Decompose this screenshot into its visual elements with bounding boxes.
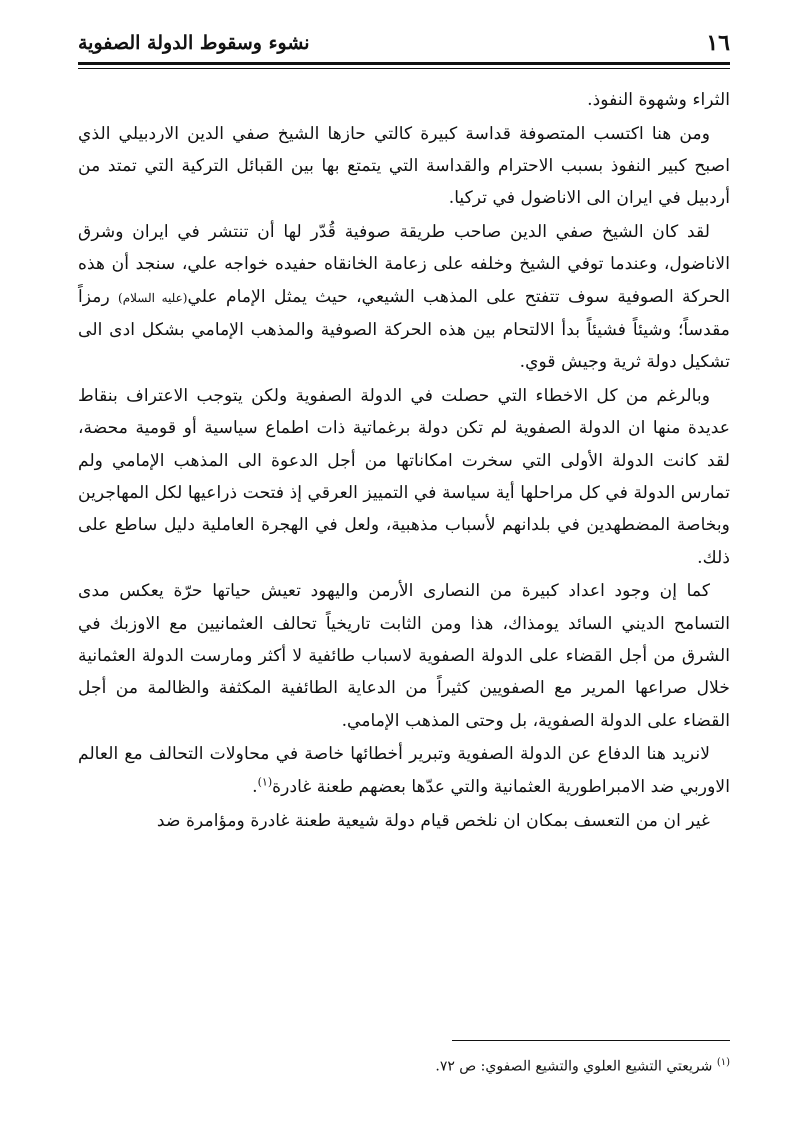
header-rule-thin [78, 68, 730, 69]
paragraph: ومن هنا اكتسب المتصوفة قداسة كبيرة كالتي حازها الشيخ صفي الدين الاردبيلي الذي اصبح كبير النفوذ بسبب الاحترام والقداسة التي يتمتع بها بين القبائل التركية التي تمتد من أردبيل في ايران الى الاناضول في تركيا. [78, 123, 730, 209]
paragraph: غير ان من التعسف بمكان ان نلخص قيام دولة شيعية طعنة غادرة ومؤامرة ضد [156, 810, 710, 831]
header-rule-thick [78, 62, 730, 65]
paragraph-text: لقد كان الشيخ صفي الدين صاحب طريقة صوفية قُدّر لها أن تنتشر في ايران وشرق الاناضول، وعندما توفي الشيخ وخلفه على زعامة الخانقاه حفيده خواجه علي، سنجد أن هذه الحركة الصوفية سوف تتفتح على المذهب الشيعي، حيث يمثل الإمام علي [78, 222, 730, 307]
footnote-rule [452, 1040, 730, 1041]
page-header [78, 26, 730, 62]
honorific: (عليه السلام) [118, 290, 188, 305]
page-number: ١٦ [706, 30, 730, 56]
footnote [78, 1052, 730, 1078]
body-text [78, 84, 730, 838]
running-title: نشوء وسقوط الدولة الصفوية [78, 32, 310, 54]
paragraph-text: . [252, 776, 258, 797]
paragraph: كما إن وجود اعداد كبيرة من النصارى الأرمن واليهود تعيش حياتها حرّة يعكس مدى التسامح الديني السائد يومذاك، هذا ومن الثابت تاريخياً تحالف العثمانيين مع الاوزبك في الشرق من أجل القضاء على الدولة الصفوية لاسباب طائفية لا أكثر ومارست الدولة العثمانية خلال صراعها المرير مع الصفويين كثيراً من الدعاية الطائفية المكثفة والظالمة من أجل القضاء على الدولة الصفوية، بل وحتى المذهب الإمامي. [78, 581, 730, 731]
paragraph [78, 216, 730, 378]
paragraph-text: رمزاً مقدساً؛ وشيئاً فشيئاً بدأ الالتحام بين هذه الحركة الصوفية والمذهب الإمامي بشكل ادى الى تشكيل دولة ثرية وجيش قوي. [78, 286, 730, 373]
paragraph [78, 738, 730, 803]
paragraph: وبالرغم من كل الاخطاء التي حصلت في الدولة الصفوية ولكن يتوجب الاعتراف بنقاط عديدة منها ان الدولة الصفوية لم تكن دولة برغماتية ذات اطماع سياسية أو قومية محضة، لقد كانت الدولة الأولى التي سخرت امكاناتها من أجل الدعوة الى المذهب الإمامي ولم تمارس الدولة في كل مراحلها أية سياسة في التمييز العرقي إذ فتحت ذراعيها لكل المهاجرين وبخاصة المضطهدين في بلدانهم لأسباب مذهبية، ولعل في الهجرة العاملية دليل ساطع على ذلك. [78, 386, 730, 568]
footnote-text: شريعتي التشيع العلوي والتشيع الصفوي: ص ٧٢. [435, 1058, 717, 1075]
footnote-reference[interactable]: (١) [257, 775, 273, 788]
paragraph: الثراء وشهوة النفوذ. [587, 90, 730, 110]
paragraph-text: لانريد هنا الدفاع عن الدولة الصفوية وتبرير أخطائها خاصة في محاولات التحالف مع العالم الاوربي ضد الامبراطورية العثمانية والتي عدّها بعضهم طعنة غادرة [78, 744, 730, 797]
footnote-marker: (١) [716, 1057, 730, 1068]
